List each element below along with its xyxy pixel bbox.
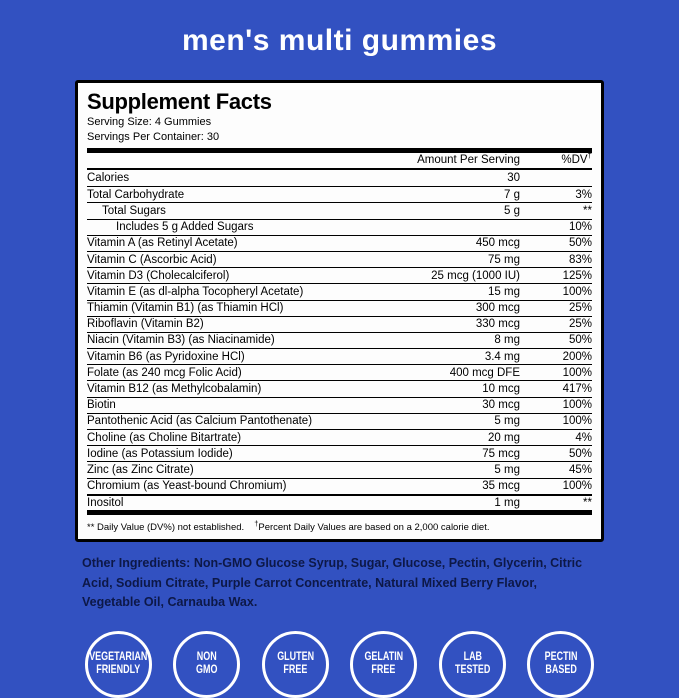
facts-row [87,283,592,299]
nutrient-dv: 100% [562,480,592,493]
badge-line2: GMO [195,664,218,677]
facts-row [87,494,592,510]
product-title: men's multi gummies [181,24,498,57]
facts-row [87,316,592,332]
nutrient-dv: 125% [562,269,592,282]
nutrient-amount: 35 mcg [482,480,520,493]
nutrient-amount: 75 mcg [482,447,520,460]
dagger-symbol: † [254,518,259,528]
column-amount-per-serving: Amount Per Serving [417,154,520,166]
nutrient-amount: 3.4 mg [484,350,520,363]
nutrient-dv: 4% [575,431,592,444]
nutrient-amount: 300 mcg [475,302,520,315]
badge-line1: NON [196,650,217,663]
nutrient-amount: 30 [507,172,520,185]
nutrient-name: Vitamin B6 (as Pyridoxine HCl) [87,350,245,363]
claim-badge [350,631,417,698]
facts-footnote [87,515,592,534]
nutrient-dv: ** [583,204,592,217]
badge-line2: FREE [283,664,308,677]
badge-line2: TESTED [454,664,491,677]
claim-badge [262,631,329,698]
facts-rows [87,170,592,510]
nutrient-amount: 5 g [504,204,520,217]
nutrient-dv: 100% [562,415,592,428]
nutrient-amount: 5 mg [494,415,520,428]
nutrient-dv: 100% [562,399,592,412]
nutrient-name: Vitamin C (Ascorbic Acid) [87,253,217,266]
nutrient-name: Vitamin E (as dl-alpha Tocopheryl Acetate) [87,285,304,298]
other-ingredients [82,554,597,613]
supplement-facts-heading: Supplement Facts [87,89,272,114]
nutrient-amount: 15 mg [488,285,520,298]
nutrient-dv: 25% [568,318,592,331]
other-ingredients-text: Non-GMO Glucose Syrup, Sugar, Glucose, Pectin, Glycerin, Citric Acid, Sodium Citrate, Purple Carrot Concentrate, Natural Mixed Berry Flavor, Vegetable Oil, Carnauba Wax. [82,556,583,610]
nutrient-name: Inositol [87,496,124,509]
facts-table-header [87,153,592,170]
facts-row [87,380,592,396]
facts-row [87,413,592,429]
nutrient-amount: 330 mcg [475,318,520,331]
facts-row [87,461,592,477]
badge-line1: VEGETARIAN [88,650,148,663]
serving-size: Serving Size: 4 Gummies [87,115,212,128]
facts-row [87,170,592,186]
facts-row [87,219,592,235]
badge-line2: FREE [371,664,396,677]
nutrient-name: Total Sugars [102,204,166,217]
badge-line2: FRIENDLY [95,664,141,677]
facts-row [87,251,592,267]
claim-badge [439,631,506,698]
nutrient-name: Includes 5 g Added Sugars [116,221,254,234]
nutrient-amount: 1 mg [494,496,520,509]
nutrient-dv: 100% [562,285,592,298]
nutrient-dv: 200% [562,350,592,363]
nutrient-name: Riboflavin (Vitamin B2) [87,318,204,331]
badge-line2: BASED [545,664,577,677]
facts-row [87,332,592,348]
nutrient-name: Calories [87,172,130,185]
nutrient-amount: 25 mcg (1000 IU) [431,269,520,282]
nutrient-dv: 50% [568,447,592,460]
facts-row [87,397,592,413]
nutrient-name: Choline (as Choline Bitartrate) [87,431,242,444]
nutrient-name: Iodine (as Potassium Iodide) [87,447,233,460]
badge-line1: LAB [463,650,482,663]
facts-row [87,235,592,251]
nutrient-dv: 10% [568,221,592,234]
column-percent-dv: %DV† [561,151,592,166]
claim-badge [85,631,152,698]
nutrient-name: Chromium (as Yeast-bound Chromium) [87,480,287,493]
nutrient-dv: 50% [568,237,592,250]
claim-badge [527,631,594,698]
servings-per-container: Servings Per Container: 30 [87,130,220,143]
facts-row [87,348,592,364]
nutrient-amount: 10 mcg [482,383,520,396]
nutrient-name: Vitamin B12 (as Methylcobalamin) [87,383,262,396]
nutrient-dv: 417% [562,383,592,396]
nutrient-dv: 83% [568,253,592,266]
nutrient-amount: 7 g [504,188,520,201]
supplement-facts-panel [75,80,604,542]
nutrient-dv: 25% [568,302,592,315]
facts-row [87,429,592,445]
nutrient-name: Biotin [87,399,116,412]
facts-row [87,202,592,218]
nutrient-name: Vitamin A (as Retinyl Acetate) [87,237,238,250]
facts-row [87,364,592,380]
facts-row [87,478,592,494]
dagger-symbol: † [587,151,592,161]
badge-line1: GELATIN [364,650,404,663]
nutrient-amount: 20 mg [488,431,520,444]
nutrient-amount: 75 mg [488,253,520,266]
badge-row [85,631,595,698]
badge-line1: GLUTEN [276,650,314,663]
nutrient-amount: 5 mg [494,463,520,476]
facts-row [87,445,592,461]
nutrient-name: Total Carbohydrate [87,188,185,201]
footnote-dv-not-established: ** Daily Value (DV%) not established. [87,522,245,534]
footnote-calorie-diet: Percent Daily Values are based on a 2,000 calorie diet. [258,522,490,534]
nutrient-amount: 450 mcg [475,237,520,250]
nutrient-name: Zinc (as Zinc Citrate) [87,463,194,476]
nutrient-name: Niacin (Vitamin B3) (as Niacinamide) [87,334,275,347]
facts-row [87,267,592,283]
facts-row [87,300,592,316]
nutrient-name: Folate (as 240 mcg Folic Acid) [87,366,242,379]
nutrient-dv: ** [583,496,592,509]
nutrient-amount: 8 mg [494,334,520,347]
nutrient-name: Pantothenic Acid (as Calcium Pantothenate) [87,415,313,428]
nutrient-name: Thiamin (Vitamin B1) (as Thiamin HCl) [87,302,284,315]
badge-line1: PECTIN [544,650,578,663]
nutrient-amount: 400 mcg DFE [449,366,520,379]
nutrient-name: Vitamin D3 (Cholecalciferol) [87,269,230,282]
claim-badge [173,631,240,698]
nutrient-dv: 100% [562,366,592,379]
facts-row [87,186,592,202]
other-ingredients-label: Other Ingredients: [82,556,191,571]
nutrient-dv: 45% [568,463,592,476]
nutrient-amount: 30 mcg [482,399,520,412]
nutrient-dv: 50% [568,334,592,347]
nutrient-dv: 3% [575,188,592,201]
